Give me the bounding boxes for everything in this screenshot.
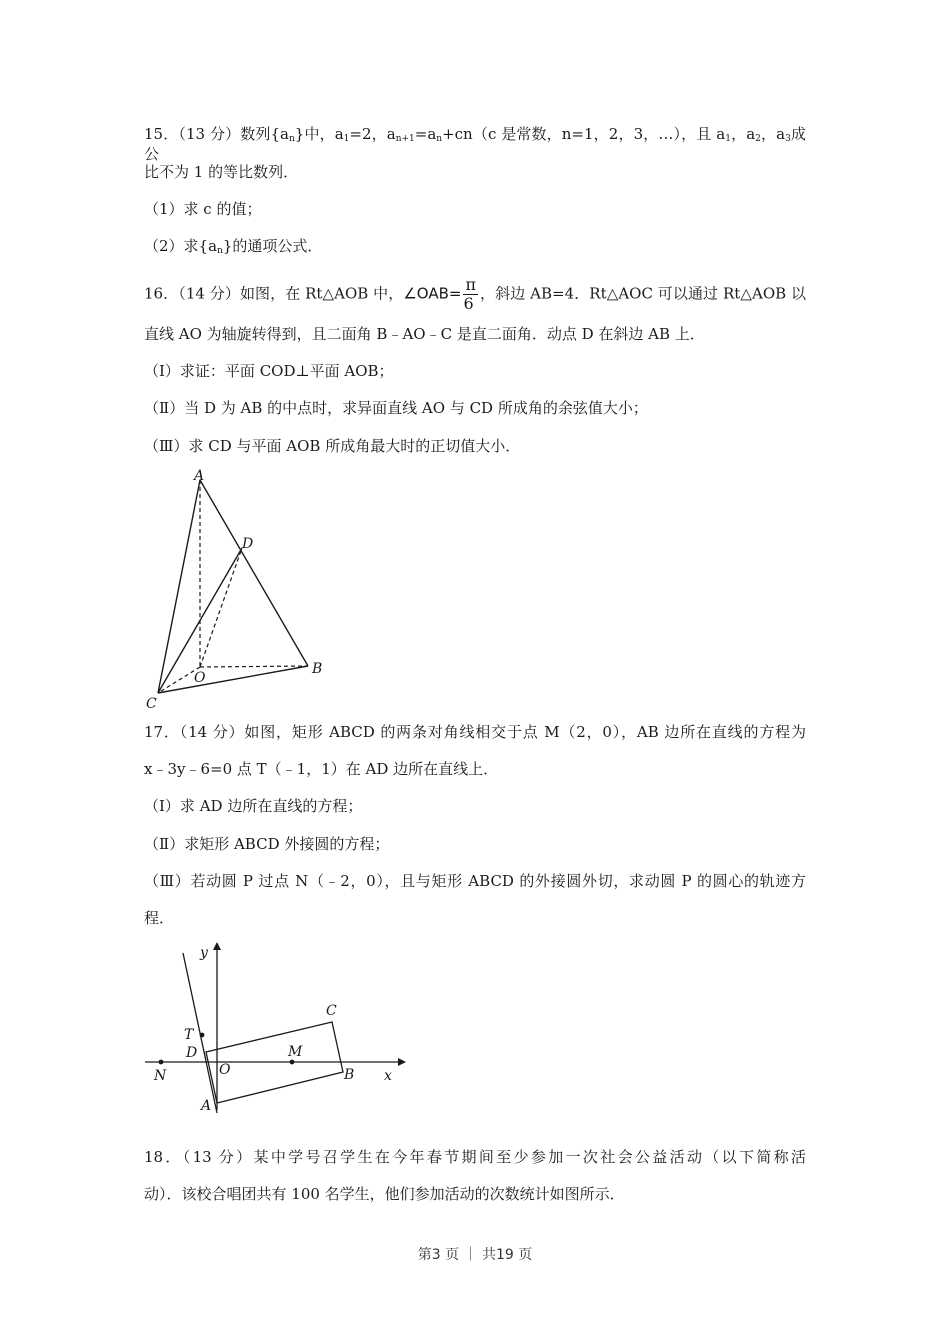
- point-M: [290, 1060, 295, 1065]
- label-M: M: [288, 1044, 303, 1060]
- q18-line2: 动）．该校合唱团共有 100 名学生，他们参加活动的次数统计如图所示．: [144, 1185, 625, 1203]
- q16-part3: （Ⅲ）求 CD 与平面 AOB 所成角最大时的正切值大小．: [144, 437, 521, 455]
- q16-head: 16．（14 分）如图，在 Rt△AOB 中，: [144, 284, 404, 303]
- angle-expr: ∠OAB=: [403, 284, 462, 303]
- text: =a: [414, 125, 437, 143]
- q18-line1: 18．（13 分）某中学号召学生在今年春节期间至少参加一次社会公益活动（以下简称活: [144, 1148, 806, 1166]
- sub: n: [288, 134, 295, 144]
- point-T: [200, 1033, 205, 1038]
- seq-close: }: [294, 125, 305, 143]
- text: =2，a: [349, 125, 396, 143]
- fraction-numerator: π: [465, 275, 476, 294]
- page-footer: 第3 页 ｜ 共19 页: [417, 1247, 533, 1263]
- text: +cn（c 是常数，n=1，2，3，…），且 a: [442, 125, 726, 143]
- seq-open: {a: [198, 237, 218, 255]
- label-D: D: [242, 536, 254, 552]
- label-O: O: [194, 670, 206, 686]
- seq-open: {a: [270, 125, 289, 143]
- text: （2）求: [144, 237, 199, 255]
- q17-part3: （Ⅲ）若动圆 P 过点 N（﹣2，0），且与矩形 ABCD 的外接圆外切，求动圆 P 的圆心的轨迹方: [144, 872, 806, 890]
- label-T: T: [184, 1027, 194, 1043]
- edge-AB: [200, 480, 308, 666]
- fraction: [463, 276, 478, 313]
- label-C: C: [326, 1003, 337, 1019]
- q17-part3-end: 程．: [144, 909, 175, 927]
- sub: n: [436, 134, 443, 144]
- text: ，a: [730, 125, 756, 143]
- edge-OD: [200, 548, 242, 667]
- tetrahedron-figure: [140, 468, 340, 713]
- edge-OB: [200, 666, 308, 667]
- text: 成公: [144, 125, 806, 163]
- y-axis-arrow: [213, 942, 221, 950]
- label-D: D: [186, 1045, 198, 1061]
- text: ，a: [760, 125, 786, 143]
- sub: 1: [725, 134, 731, 144]
- q15-head: 15．（13 分）数列: [144, 125, 271, 143]
- sub: 1: [343, 134, 350, 144]
- q17-line1: 17．（14 分）如图，矩形 ABCD 的两条对角线相交于点 M（2，0），AB 边所在直线的方程为: [144, 723, 806, 741]
- q16-line2: 直线 AO 为轴旋转得到，且二面角 B﹣AO﹣C 是直二面角．动点 D 在斜边 AB 上．: [144, 325, 705, 343]
- label-A: A: [194, 468, 205, 484]
- q17-part2: （Ⅱ）求矩形 ABCD 外接圆的方程；: [144, 835, 390, 853]
- label-x: x: [384, 1068, 392, 1084]
- q17-line2: x﹣3y﹣6=0 点 T（﹣1，1）在 AD 边所在直线上．: [144, 760, 499, 778]
- q16-line1: [144, 276, 806, 313]
- q15-part2: [144, 236, 322, 256]
- text: 的通项公式．: [232, 237, 323, 255]
- label-O: O: [219, 1062, 231, 1078]
- fraction-denominator: 6: [463, 294, 474, 313]
- q15-line2: 比不为 1 的等比数列．: [144, 163, 299, 181]
- sub: n+1: [395, 134, 415, 144]
- q15-part1: （1）求 c 的值；: [144, 200, 262, 218]
- text: ，斜边 AB=4．Rt△AOC 可以通过 Rt△AOB 以: [479, 284, 806, 303]
- q15-line1: [144, 124, 806, 164]
- label-B: B: [344, 1067, 355, 1083]
- label-N: N: [154, 1068, 167, 1084]
- label-y: y: [200, 945, 208, 961]
- q17-part1: （Ⅰ）求 AD 边所在直线的方程；: [144, 797, 363, 815]
- x-axis-arrow: [398, 1058, 406, 1066]
- point-N: [159, 1060, 164, 1065]
- sub: n: [217, 246, 223, 256]
- label-B: B: [312, 661, 323, 677]
- sub: 2: [755, 134, 761, 144]
- edge-AC: [158, 480, 200, 693]
- q16-part1: （Ⅰ）求证：平面 COD⊥平面 AOB；: [144, 362, 394, 380]
- q16-part2: （Ⅱ）当 D 为 AB 的中点时，求异面直线 AO 与 CD 所成角的余弦值大小；: [144, 399, 648, 417]
- seq-close: }: [222, 237, 233, 255]
- rectangle-coordinate-figure: [140, 945, 410, 1120]
- text: 中，a: [304, 125, 344, 143]
- label-A: A: [201, 1098, 212, 1114]
- label-C: C: [146, 696, 157, 712]
- sub: 3: [785, 134, 791, 144]
